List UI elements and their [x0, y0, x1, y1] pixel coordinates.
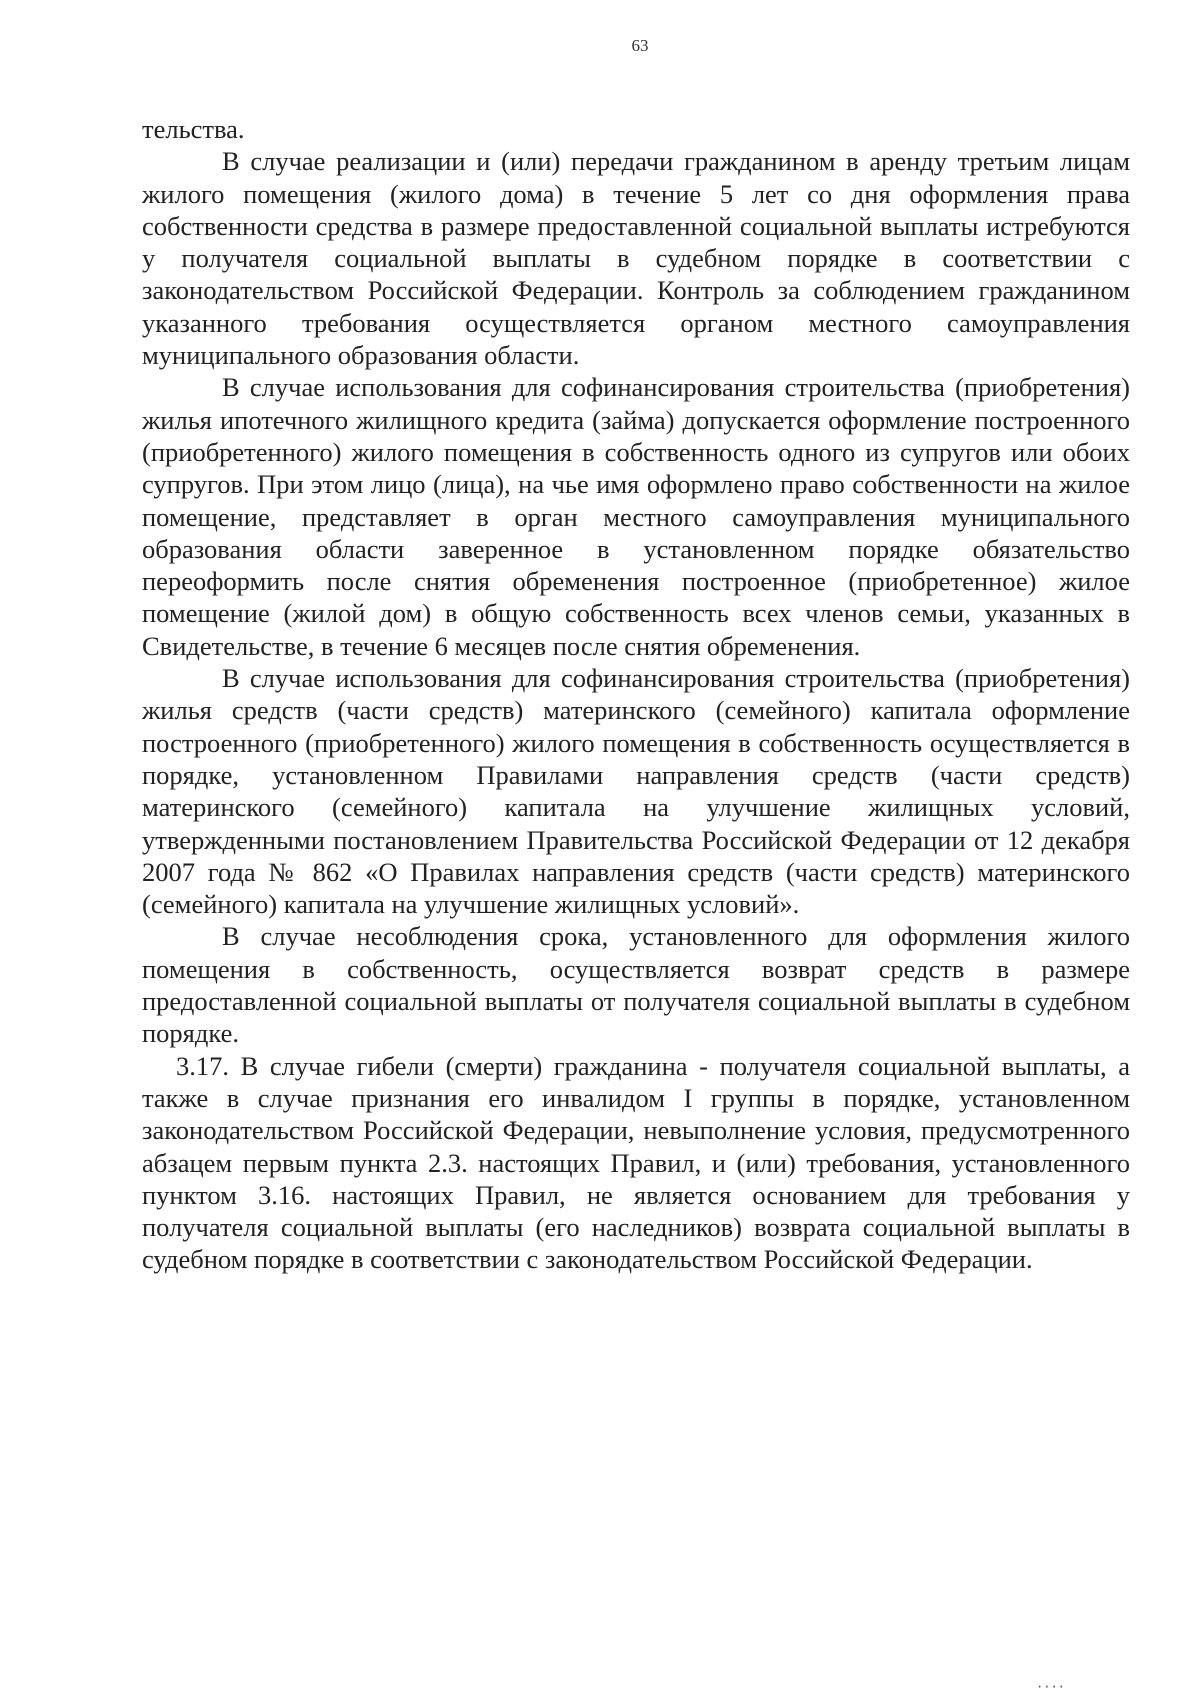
body-text [142, 113, 1130, 1276]
paragraph-sale-or-lease: В случае реализации и (или) передачи гражданином в аренду третьим лицам жилого помещения (жилого дома) в течение 5 лет со дня оформления права собственности средства в размере предоставленной социальной выплаты истребуются у получателя социальной выплаты в судебном порядке в соответствии с законодательством Российской Федерации. Контроль за соблюдением гражданином указанного требования осуществляется органом местного самоуправления муниципального образования области. [142, 146, 1130, 371]
paragraph-item-3-17: 3.17. В случае гибели (смерти) гражданина - получателя социальной выплаты, а также в случае признания его инвалидом I группы в порядке, установленном законодательством Российской Федерации, невыполнение условия, предусмотренного абзацем первым пункта 2.3. настоящих Правил, и (или) требования, установленного пунктом 3.16. настоящих Правил, не является основанием для требования у получателя социальной выплаты (его наследников) возврата социальной выплаты в судебном порядке в соответствии с законодательством Российской Федерации. [142, 1050, 1130, 1275]
paragraph-continuation: тельства. [142, 114, 245, 144]
footer-mark: ···· [1036, 1680, 1065, 1694]
paragraph-deadline-violation: В случае несоблюдения срока, установленного для оформления жилого помещения в собственность, осуществляется возврат средств в размере предоставленной социальной выплаты от получателя социальной выплаты в судебном порядке. [142, 921, 1130, 1049]
page-number: 63 [631, 36, 649, 55]
paragraph-maternity-capital: В случае использования для софинансирования строительства (приобретения) жилья средств (части средств) материнского (семейного) капитала оформление построенного (приобретенного) жилого помещения в собственность осуществляется в порядке, установленном Правилами направления средств (части средств) материнского (семейного) капитала на улучшение жилищных условий, утвержденными постановлением Правительства Российской Федерации от 12 декабря 2007 года № 862 «О Правилах направления средств (части средств) материнского (семейного) капитала на улучшение жилищных условий». [142, 663, 1130, 920]
paragraph-mortgage-ownership: В случае использования для софинансирования строительства (приобретения) жилья ипотечного жилищного кредита (займа) допускается оформление построенного (приобретенного) жилого помещения в собственность одного из супругов или обоих супругов. При этом лицо (лица), на чье имя оформлено право собственности на жилое помещение, представляет в орган местного самоуправления муниципального образования области заверенное в установленном порядке обязательство переоформить после снятия обременения построенное (приобретенное) жилое помещение (жилой дом) в общую собственность всех членов семьи, указанных в Свидетельстве, в течение 6 месяцев после снятия обременения. [142, 372, 1130, 661]
